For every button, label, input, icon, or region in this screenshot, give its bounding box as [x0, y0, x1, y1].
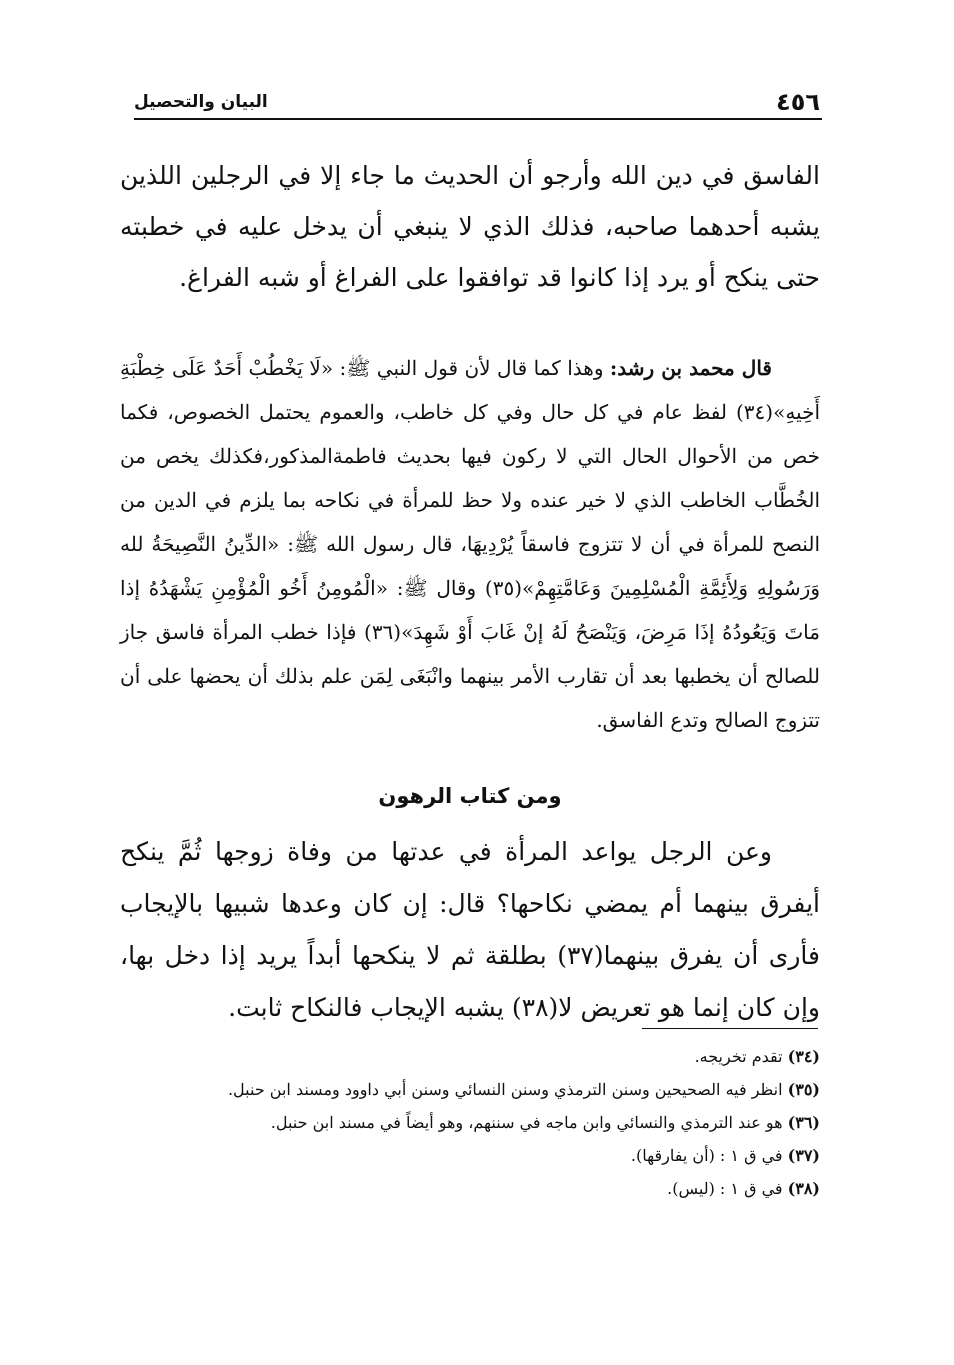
footnote: [120, 1073, 820, 1106]
paragraph-2-body: وهذا كما قال لأن قول النبي ﷺ: «لَا يَخْطُبْ أَحَدٌ عَلَى خِطْبَةِ أَخِيهِ»(٣٤) لفظ عام في كل حال وفي كل خاطب، والعموم يحتمل الخصوص، فكما خص من الأحوال الحال التي لا ركون فيها بحديث فاطمةالمذكور،فكذلك يخص من الخُطَّاب الخاطب الذي لا خير عنده ولا حظ للمرأة في نكاحه بما يلزم في الدين من النصح للمرأة في أن لا تتزوج فاسقاً يُرْدِيهَا، قال رسول الله ﷺ: «الدِّينُ النَّصِيحَةُ لله وَرَسُولِهِ وَلِأَئِمَّةِ الْمُسْلِمِينَ وَعَامَّتِهِمْ»(٣٥) وقال ﷺ: «الْمُومِنُ أَخُو الْمُؤْمِنِ يَشْهَدُهُ إذا مَاتَ وَيَعُودُهُ إذَا مَرِضَ، وَيَنْصَحُ لَهُ إنْ غَابَ أَوْ شَهِدَ»(٣٦) فإذا خطب المرأة فاسق جاز للصالح أن يخطبها بعد أن تقارب الأمر بينهما وانْبَغَى لِمَن علم بذلك أن يحضها على أن تتزوج الصالح وتدع الفاسق.: [120, 356, 821, 732]
page-number: ٤٥٦: [776, 88, 820, 116]
paragraph-1: الفاسق في دين الله وأرجو أن الحديث ما جاء إلا في الرجلين اللذين يشبه أحدهما صاحبه، فذلك الذي لا ينبغي أن يدخل عليه في خطبته حتى ينكح أو يرد إذا كانوا قد توافقوا على الفراغ أو شبه الفراغ.: [120, 161, 820, 292]
footnote: [120, 1139, 820, 1172]
footnote: [120, 1106, 820, 1139]
footnotes: [120, 1040, 820, 1205]
footnote-text: في ق ١ : (أن يفارقها).: [630, 1146, 783, 1165]
paragraph-3: [120, 826, 820, 1034]
paragraph-2-lead: قال محمد بن رشد:: [609, 356, 772, 380]
footnote-number: (٣٥): [787, 1080, 820, 1099]
footnote: [120, 1040, 820, 1073]
footnote: [120, 1172, 820, 1205]
footnote-text: تقدم تخريجه.: [694, 1047, 783, 1066]
footnote-number: (٣٨): [787, 1179, 820, 1198]
footnote-number: (٣٦): [787, 1113, 820, 1132]
page-header: [134, 88, 822, 120]
footnote-text: هو عند الترمذي والنسائي وابن ماجه في سننهم، وهو أيضاً في مسند ابن حنبل.: [270, 1113, 783, 1132]
running-title: البيان والتحصيل: [134, 92, 268, 112]
footnote-text: انظر فيه الصحيحين وسنن الترمذي وسنن النسائي وسنن أبي داوود ومسند ابن حنبل.: [227, 1080, 783, 1099]
section-heading: ومن كتاب الرهون: [378, 784, 562, 808]
footnote-separator: [642, 1028, 818, 1029]
footnote-text: في ق ١ : (ليس).: [667, 1179, 783, 1198]
footnote-number: (٣٤): [787, 1047, 820, 1066]
paragraph-2: [120, 346, 820, 742]
footnote-number: (٣٧): [787, 1146, 820, 1165]
paragraph-3-text: وعن الرجل يواعد المرأة في عدتها من وفاة زوجها ثُمَّ ينكح أيفرق بينهما أم يمضي نكاحها؟ قال: إن كان وعدها شبيها بالإيجاب فأرى أن يفرق بينهما(٣٧) بطلقة ثم لا ينكحها أبداً يريد إذا دخل بها، وإن كان إنما هو تعريض لا(٣٨) يشبه الإيجاب فالنكاح ثابت.: [120, 837, 820, 1022]
